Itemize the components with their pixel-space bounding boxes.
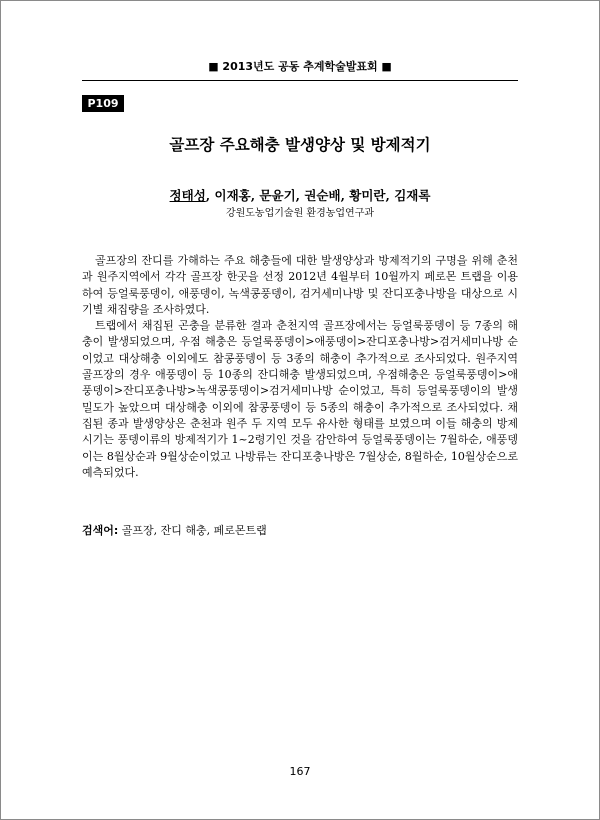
keywords-label: 검색어: <box>82 524 119 537</box>
affiliation: 강원도농업기술원 환경농업연구과 <box>225 208 375 219</box>
header-divider <box>82 80 518 81</box>
presenting-author: 정태성 <box>169 188 206 203</box>
keywords <box>82 523 518 539</box>
co-authors: 이재홍, 문윤기, 권순배, 황미란, 김재록 <box>214 188 431 203</box>
abstract-paragraph: 골프장의 잔디를 가해하는 주요 해충들에 대한 발생양상과 방제적기의 구명을 위해 춘천과 원주지역에서 각각 골프장 한곳을 선정 2012년 4월부터 10월까지 페로몬 트랩을 이용하여 등얼룩풍뎅이, 애풍뎅이, 녹색콩풍뎅이, 검거세미나방 및 잔디포충나방을 대상으로 시기별 채집량을 조사하였다. <box>82 254 518 316</box>
abstract-body <box>82 253 518 481</box>
author-list <box>82 186 518 206</box>
keywords-terms: 골프장, 잔디 해충, 페로몬트랩 <box>121 524 267 537</box>
paper-title: 골프장 주요해충 발생양상 및 방제적기 <box>169 136 431 154</box>
abstract-paragraph: 트랩에서 채집된 곤충을 분류한 결과 춘천지역 골프장에서는 등얼룩풍뎅이 등 7종의 해충이 발생되었으며, 우점 해충은 등얼룩풍뎅이>애풍뎅이>잔디포충나방>검거세미나방 순이었고 대상해충 이외에도 참콩풍뎅이 등 3종의 해충이 추가적으로 조사되었다. 원주지역 골프장의 경우 애풍뎅이 등 10종의 잔디해충 발생되었으며, 우점해충은 등얼룩풍뎅이>애풍뎅이>잔디포충나방>녹색콩풍뎅이>검거세미나방 순이었고, 특히 등얼룩풍뎅이의 발생밀도가 높았으며 대상해충 이외에 참콩풍뎅이 등 5종의 해충이 추가적으로 조사되었다. 채집된 종과 발생양상은 춘천과 원주 두 지역 모두 유사한 형태를 보였으며 이들 해충의 방제시기는 풍뎅이류의 방제적기가 1~2령기인 것을 감안하여 등얼룩풍뎅이는 7월하순, 애풍뎅이는 8월상순과 9월상순이었고 나방류는 잔디포충나방은 7월상순, 8월하순, 10월상순으로 예측되었다. <box>82 319 518 479</box>
poster-id-badge: P109 <box>82 95 124 112</box>
page-number: 167 <box>289 765 311 778</box>
proceedings-header: ■ 2013년도 공동 추계학술발표회 ■ <box>208 60 392 73</box>
author-separator: , <box>205 188 215 203</box>
